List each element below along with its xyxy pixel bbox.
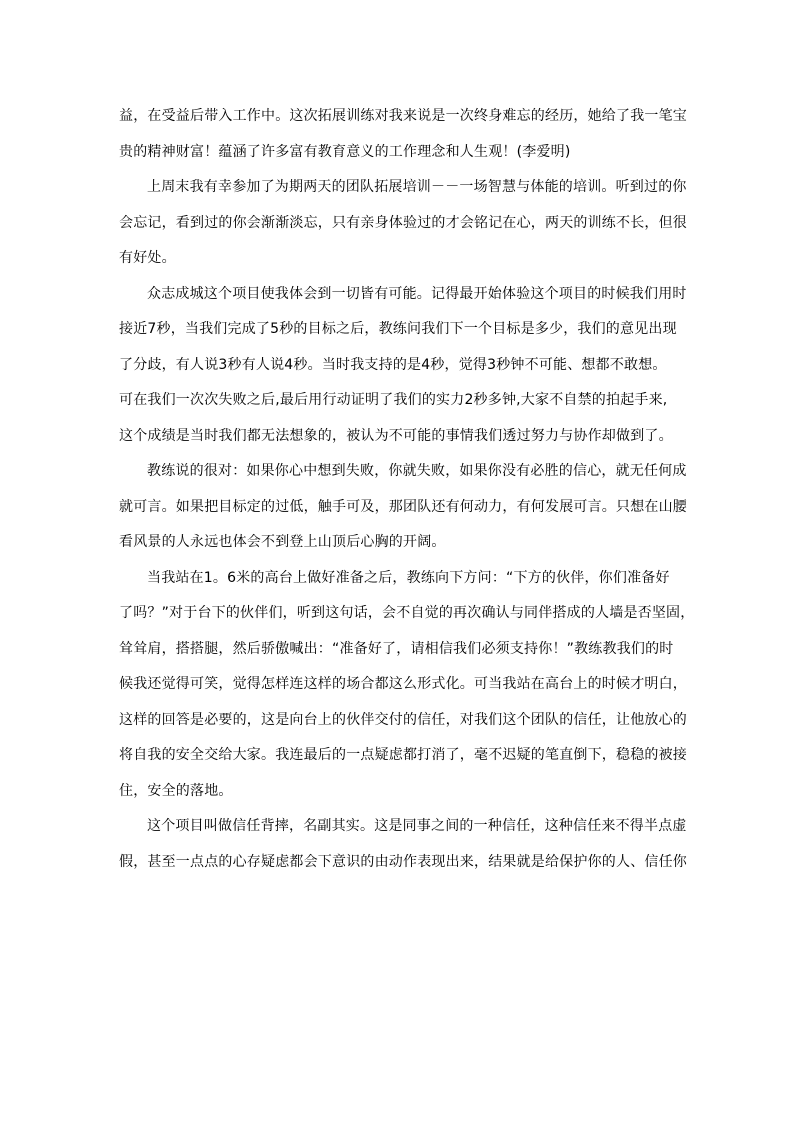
- text-line: 看风景的人永远也体会不到登上山顶后心胸的开阔。: [119, 534, 446, 550]
- text-line: 假，甚至一点点的心存疑虑都会下意识的由动作表现出来，结果就是给保护你的人、信任你: [119, 853, 687, 870]
- text-line: 有好处。: [119, 250, 176, 266]
- text-line: 接近7秒，当我们完成了5秒的目标之后，教练问我们下一个目标是多少，我们的意见出现: [119, 321, 677, 337]
- text-line: 可在我们一次次失败之后,最后用行动证明了我们的实力2秒多钟,大家不自禁的拍起手来,: [119, 392, 668, 408]
- text-line: 这个成绩是当时我们都无法想象的，被认为不可能的事情我们透过努力与协作却做到了。: [119, 427, 673, 444]
- text-line: 耸耸肩，搭搭腿，然后骄傲喊出：“准备好了，请相信我们必须支持你！”教练教我们的时: [119, 640, 674, 657]
- paragraph-first-line: 教练说的很对：如果你心中想到失败，你就失败，如果你没有必胜的信心，就无任何成: [147, 463, 687, 479]
- document-body: [119, 104, 695, 885]
- text-line: 贵的精神财富！蕴涵了许多富有教育意义的工作理念和人生观！(李爱明): [119, 143, 571, 160]
- text-line: 住，安全的落地。: [119, 782, 233, 799]
- paragraph-first-line: 众志成城这个项目使我体会到一切皆有可能。记得最开始体验这个项目的时候我们用时: [147, 285, 687, 302]
- text-line: 了吗？”对于台下的伙伴们，听到这句话，会不自觉的再次确认与同伴搭成的人墙是否坚固，: [119, 605, 695, 621]
- text-line: 就可言。如果把目标定的过低，触手可及，那团队还有何动力，有何发展可言。只想在山腰: [119, 498, 687, 515]
- text-line: 将自我的安全交给大家。我连最后的一点疑虑都打消了，毫不迟疑的笔直倒下，稳稳的被接: [119, 747, 687, 763]
- paragraph-first-line: 这个项目叫做信任背摔，名副其实。这是同事之间的一种信任，这种信任来不得半点虚: [147, 818, 687, 834]
- paragraph-first-line: 上周末我有幸参加了为期两天的团队拓展培训－－一场智慧与体能的培训。听到过的你: [147, 179, 687, 195]
- text-line: 会忘记，看到过的你会渐渐淡忘，只有亲身体验过的才会铭记在心，两天的训练不长，但很: [119, 214, 687, 231]
- text-line: 益，在受益后带入工作中。这次拓展训练对我来说是一次终身难忘的经历，她给了我一笔宝: [119, 108, 687, 124]
- text-line: 了分歧，有人说3秒有人说4秒。当时我支持的是4秒，觉得3秒钟不可能、想都不敢想。: [119, 356, 667, 373]
- text-line: 这样的回答是必要的，这是向台上的伙伴交付的信任，对我们这个团队的信任，让他放心的: [119, 711, 687, 728]
- paragraph-first-line: 当我站在1。6米的高台上做好准备之后，教练向下方问：“下方的伙伴，你们准备好: [147, 569, 670, 586]
- text-line: 候我还觉得可笑，觉得怎样连这样的场合都这么形式化。可当我站在高台上的时候才明白，: [119, 676, 687, 692]
